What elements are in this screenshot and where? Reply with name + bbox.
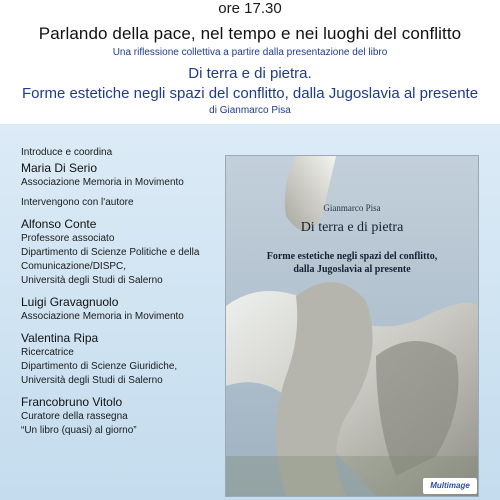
speaker-role: Curatore della rassegna: [21, 411, 128, 422]
speaker-role: Professore associato: [21, 233, 115, 244]
book-cover-image: [226, 156, 478, 496]
intro-label: Introduce e coordina: [21, 147, 113, 158]
speaker-affiliation: Università degli Studi di Salerno: [21, 375, 163, 386]
speaker-role: Ricercatrice: [21, 347, 74, 358]
speaker-name: Alfonso Conte: [21, 217, 97, 231]
speaker-item: [21, 294, 221, 324]
speaker-name: Valentina Ripa: [21, 331, 99, 345]
cover-subtitle-line-1: Forme estetiche negli spazi del conflitto,: [266, 251, 438, 262]
event-header: [0, 0, 500, 124]
book-author-line: di Gianmarco Pisa: [209, 105, 291, 116]
speaker-affiliation: Dipartimento di Scienze Politiche e della: [21, 247, 200, 258]
event-time: ore 17.30: [218, 0, 282, 17]
moderator-affiliation: Associazione Memoria in Movimento: [21, 177, 184, 188]
speaker-affiliation: Comunicazione/DISPC,: [21, 261, 127, 272]
book-title-line-2: Forme estetiche negli spazi del conflitto, dalla Jugoslavia al presente: [21, 85, 479, 102]
speaker-item: [21, 216, 221, 288]
event-title: Parlando della pace, nel tempo e nei luoghi del conflitto: [38, 24, 462, 43]
speaker-series: “Un libro (quasi) al giorno”: [21, 425, 137, 436]
moderator-name: Maria Di Serio: [21, 161, 98, 175]
main-panel: [0, 124, 500, 500]
speaker-name: Luigi Gravagnuolo: [21, 295, 119, 309]
speaker-affiliation: Università degli Studi di Salerno: [21, 275, 163, 286]
event-subtitle: Una riflessione collettiva a partire dalla presentazione del libro: [112, 47, 388, 58]
speaker-item: [21, 394, 221, 438]
speaker-affiliation: Associazione Memoria in Movimento: [21, 311, 184, 322]
cover-author: Gianmarco Pisa: [323, 203, 381, 213]
speaker-item: [21, 330, 221, 388]
speakers-list: [21, 146, 221, 438]
speakers-label: Intervengono con l'autore: [21, 197, 134, 208]
cover-subtitle-line-2: dalla Jugoslavia al presente: [293, 264, 411, 275]
speaker-name: Francobruno Vitolo: [21, 395, 123, 409]
cover-title: Di terra e di pietra: [300, 220, 404, 235]
book-title-line-1: Di terra e di pietra.: [188, 65, 312, 82]
publisher-logo: Multimage: [423, 478, 477, 494]
speaker-affiliation: Dipartimento di Scienze Giuridiche,: [21, 361, 178, 372]
